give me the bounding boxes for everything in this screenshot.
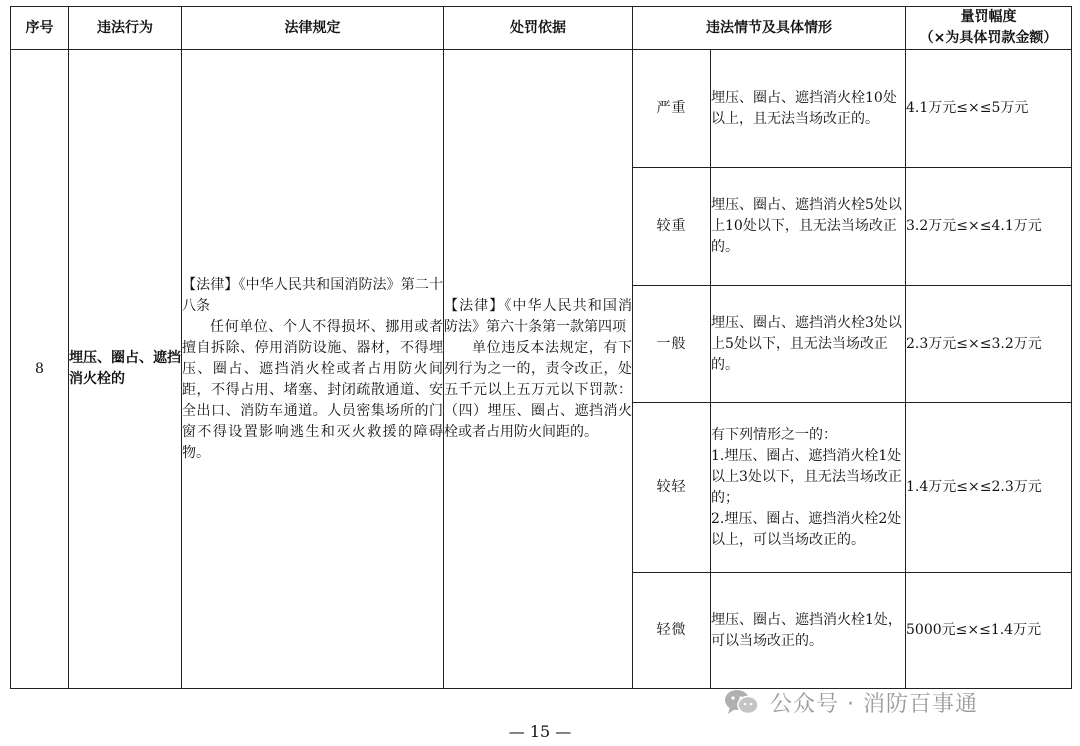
desc-cell bbox=[711, 50, 906, 168]
level-cell: 较轻 bbox=[633, 403, 711, 573]
row-act: 埋压、圈占、遮挡消火栓的 bbox=[69, 50, 182, 689]
desc-cell bbox=[711, 573, 906, 689]
law-body: 任何单位、个人不得损坏、挪用或者擅自拆除、停用消防设施、器材，不得埋压、圈占、遮挡消火栓或者占用防火间距，不得占用、堵塞、封闭疏散通道、安全出口、消防车通道。人员密集场所的门窗不得设置影响逃生和灭火救援的障碍物。 bbox=[182, 318, 443, 461]
desc-line: 有下列情形之一的： bbox=[711, 426, 837, 443]
wechat-icon bbox=[722, 687, 762, 717]
header-qty-line2: （×为具体罚款金额） bbox=[919, 30, 1058, 46]
header-law: 法律规定 bbox=[182, 7, 444, 50]
desc-cell bbox=[711, 403, 906, 573]
header-circumstance: 违法情节及具体情形 bbox=[633, 7, 906, 50]
table-row bbox=[11, 50, 1072, 168]
penalty-table bbox=[10, 6, 1072, 689]
desc-cell bbox=[711, 168, 906, 286]
header-qty bbox=[906, 7, 1072, 50]
amount-cell: 1.4万元≤×≤2.3万元 bbox=[906, 403, 1072, 573]
level-cell: 轻微 bbox=[633, 573, 711, 689]
row-seq: 8 bbox=[11, 50, 69, 689]
watermark bbox=[722, 686, 978, 718]
header-basis: 处罚依据 bbox=[444, 7, 633, 50]
row-basis bbox=[444, 50, 633, 689]
desc-line: 1.埋压、圈占、遮挡消火栓1处以上3处以下，且无法当场改正的； bbox=[711, 447, 902, 506]
desc-line: 埋压、圈占、遮挡消火栓3处以上5处以下，且无法当场改正的。 bbox=[711, 314, 902, 373]
desc-line: 埋压、圈占、遮挡消火栓5处以上10处以下，且无法当场改正的。 bbox=[711, 197, 902, 255]
level-cell: 严重 bbox=[633, 50, 711, 168]
amount-cell: 5000元≤×≤1.4万元 bbox=[906, 573, 1072, 689]
desc-line: 埋压、圈占、遮挡消火栓1处，可以当场改正的。 bbox=[711, 611, 902, 649]
page-number: — 15 — bbox=[508, 722, 572, 741]
basis-title: 【法律】《中华人民共和国消防法》第六十条第一款第四项 bbox=[444, 297, 632, 335]
header-qty-line1: 量罚幅度 bbox=[960, 9, 1017, 25]
desc-line: 2.埋压、圈占、遮挡消火栓2处以上，可以当场改正的。 bbox=[711, 510, 902, 548]
level-cell: 较重 bbox=[633, 168, 711, 286]
watermark-text: 公众号 · 消防百事通 bbox=[770, 691, 978, 717]
header-act: 违法行为 bbox=[69, 7, 182, 50]
desc-line: 埋压、圈占、遮挡消火栓10处以上，且无法当场改正的。 bbox=[711, 89, 897, 127]
desc-cell bbox=[711, 286, 906, 403]
amount-cell: 2.3万元≤×≤3.2万元 bbox=[906, 286, 1072, 403]
amount-cell: 3.2万元≤×≤4.1万元 bbox=[906, 168, 1072, 286]
header-row bbox=[11, 7, 1072, 50]
basis-body: 单位违反本法规定，有下列行为之一的，责令改正，处五千元以上五万元以下罚款：（四）埋压、圈占、遮挡消火栓或者占用防火间距的。 bbox=[444, 339, 632, 440]
law-title: 【法律】《中华人民共和国消防法》第二十八条 bbox=[182, 276, 443, 314]
amount-cell: 4.1万元≤×≤5万元 bbox=[906, 50, 1072, 168]
row-law bbox=[182, 50, 444, 689]
header-seq: 序号 bbox=[11, 7, 69, 50]
level-cell: 一般 bbox=[633, 286, 711, 403]
